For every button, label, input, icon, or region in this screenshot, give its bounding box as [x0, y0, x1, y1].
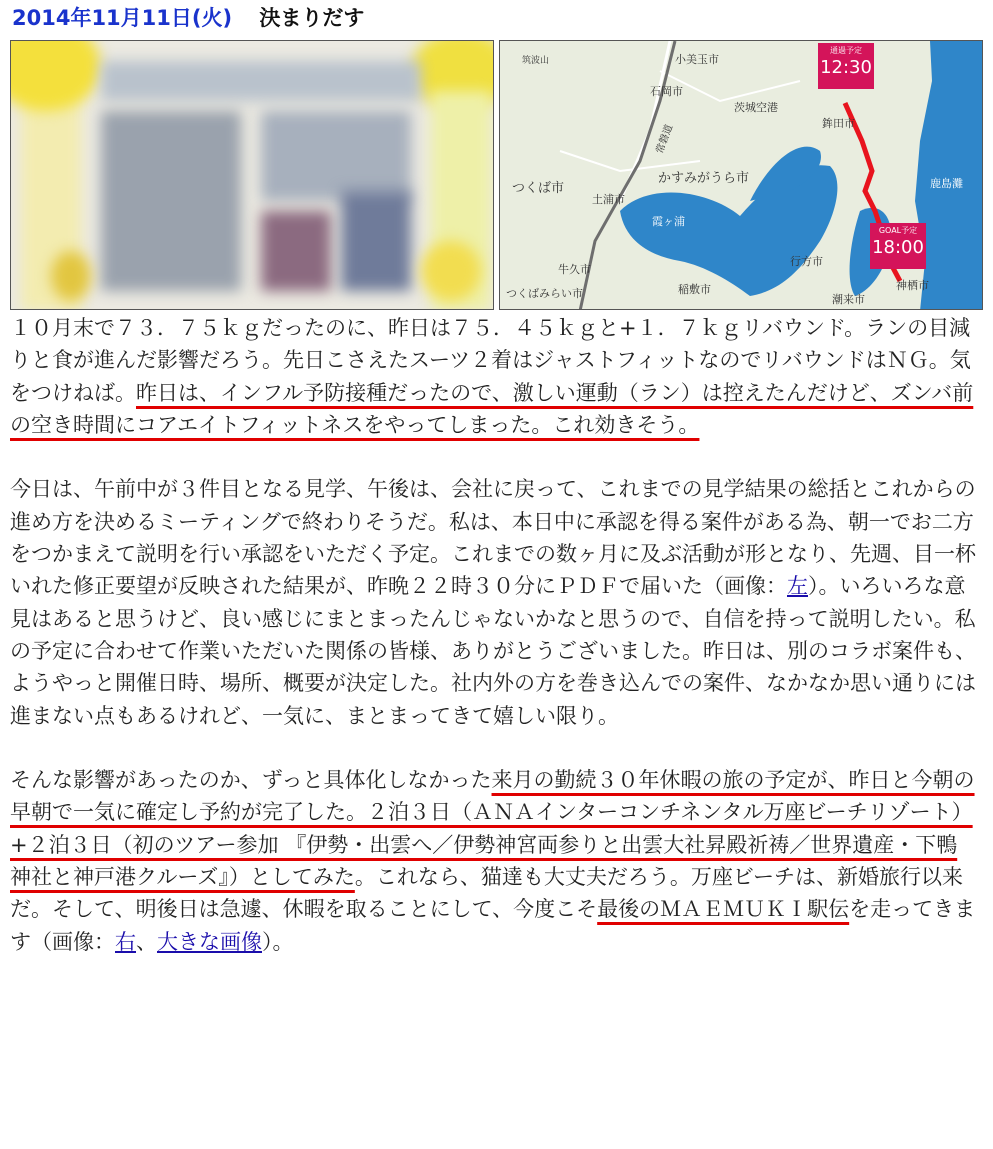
goal-time-marker	[870, 223, 926, 269]
paragraph-text: １０月末で７３．７５ｋｇだったのに、昨日は７５．４５ｋｇと+１．７ｋｇリバウンド。ランの目減りと食が進んだ影響だろう。先日こさえたスーツ２着はジャストフィットなのでリバウンドはＮＧ。気をつけねば。	[10, 316, 971, 405]
large-image-link[interactable]: 大きな画像	[157, 929, 262, 954]
map-label: かすみがうら市	[658, 171, 750, 186]
goal-marker-label: GOAL予定	[878, 226, 918, 235]
post-date: 2014年11月11日(火)	[12, 6, 233, 30]
map-label: 石岡市	[650, 85, 683, 98]
paragraph-text: そんな影響があったのか、ずっと具体化しなかった	[10, 768, 492, 793]
post-title: 決まりだす	[259, 6, 365, 30]
underlined-text: 最後のＭＡＥＭＵＫＩ駅伝	[597, 897, 850, 922]
map-label: 小美玉市	[675, 53, 719, 66]
pass-marker-time: 12:30	[820, 57, 872, 78]
route-map-image[interactable]	[499, 40, 983, 310]
paragraph-text: 。これなら、猫達も大丈夫だろう。万座ビーチは、新婚旅行以来だ。そして、明後日は急遽、休暇を取ることにして、今度こそ	[10, 865, 963, 922]
map-label: 筑波山	[522, 56, 550, 66]
map-label: 茨城空港	[734, 101, 778, 114]
paragraph-text: を走ってきます（画像：	[10, 897, 976, 954]
paragraph-text: 、	[136, 929, 157, 954]
map-label: 牛久市	[558, 263, 591, 276]
paragraph-gap	[10, 732, 978, 764]
pass-time-marker	[818, 43, 874, 89]
post-header	[12, 4, 364, 32]
paragraph-text: ）。いろいろな意見はあると思うけど、良い感じにまとまったんじゃないかなと思うので、自信を持って説明したい。私の予定に合わせて作業いただいた関係の皆様、ありがとうございました。昨日は、別のコラボ案件も、ようやっと開催日時、場所、概要が決定した。社内外の方を巻き込んでの案件、なかなか思い通りには進まない点もあるけれど、一気に、まとまってきて嬉しい限り。	[10, 574, 976, 728]
underlined-text: 来月の勤続３０年休暇の旅の予定が、昨日と今朝の早朝で一気に確定し予約が完了した。２泊３日（ＡＮＡインターコンチネンタル万座ビーチリゾート）+２泊３日（初のツアー参加 『伊勢・出雲へ／伊勢神宮両参りと出雲大社昇殿祈祷／世界遺産・下鴨神社と神戸港クルーズ』）としてみた	[10, 768, 975, 890]
paragraph-text: 今日は、午前中が３件目となる見学、午後は、会社に戻って、これまでの見学結果の総括とこれからの進め方を決めるミーティングで終わりそうだ。私は、本日中に承認を得る案件がある為、朝一でお二方をつかまえて説明を行い承認をいただく予定。これまでの数ヶ月に及ぶ活動が形となり、先週、目一杯いれた修正要望が反映された結果が、昨晩２２時３０分にＰＤＦで届いた（画像：	[10, 477, 976, 599]
map-label: 霞ヶ浦	[652, 215, 685, 228]
map-label: 行方市	[790, 255, 823, 268]
post-body	[10, 312, 978, 958]
map-label: 常磐道	[654, 123, 676, 156]
blurred-document-image[interactable]	[10, 40, 494, 310]
paragraph-work	[10, 473, 978, 731]
paragraph-weight	[10, 312, 978, 441]
map-label: 神栖市	[896, 279, 929, 292]
paragraph-travel	[10, 764, 978, 958]
map-label: 土浦市	[592, 193, 625, 206]
map-label: 鉾田市	[822, 117, 855, 130]
map-label: 潮来市	[832, 293, 865, 306]
right-image-link[interactable]: 右	[115, 929, 136, 954]
map-label: 稲敷市	[678, 283, 711, 296]
goal-marker-time: 18:00	[872, 237, 924, 258]
left-image-link[interactable]: 左	[787, 574, 808, 599]
map-label: 鹿島灘	[930, 177, 963, 190]
underlined-text: 昨日は、インフル予防接種だったので、激しい運動（ラン）は控えたんだけど、ズンバ前の空き時間にコアエイトフィットネスをやってしまった。これ効きそう。	[10, 380, 974, 437]
map-label: つくば市	[512, 181, 565, 196]
paragraph-text: ）。	[262, 929, 294, 954]
map-label: つくばみらい市	[506, 287, 583, 300]
paragraph-gap	[10, 441, 978, 473]
pass-marker-label: 通過予定	[830, 46, 862, 55]
